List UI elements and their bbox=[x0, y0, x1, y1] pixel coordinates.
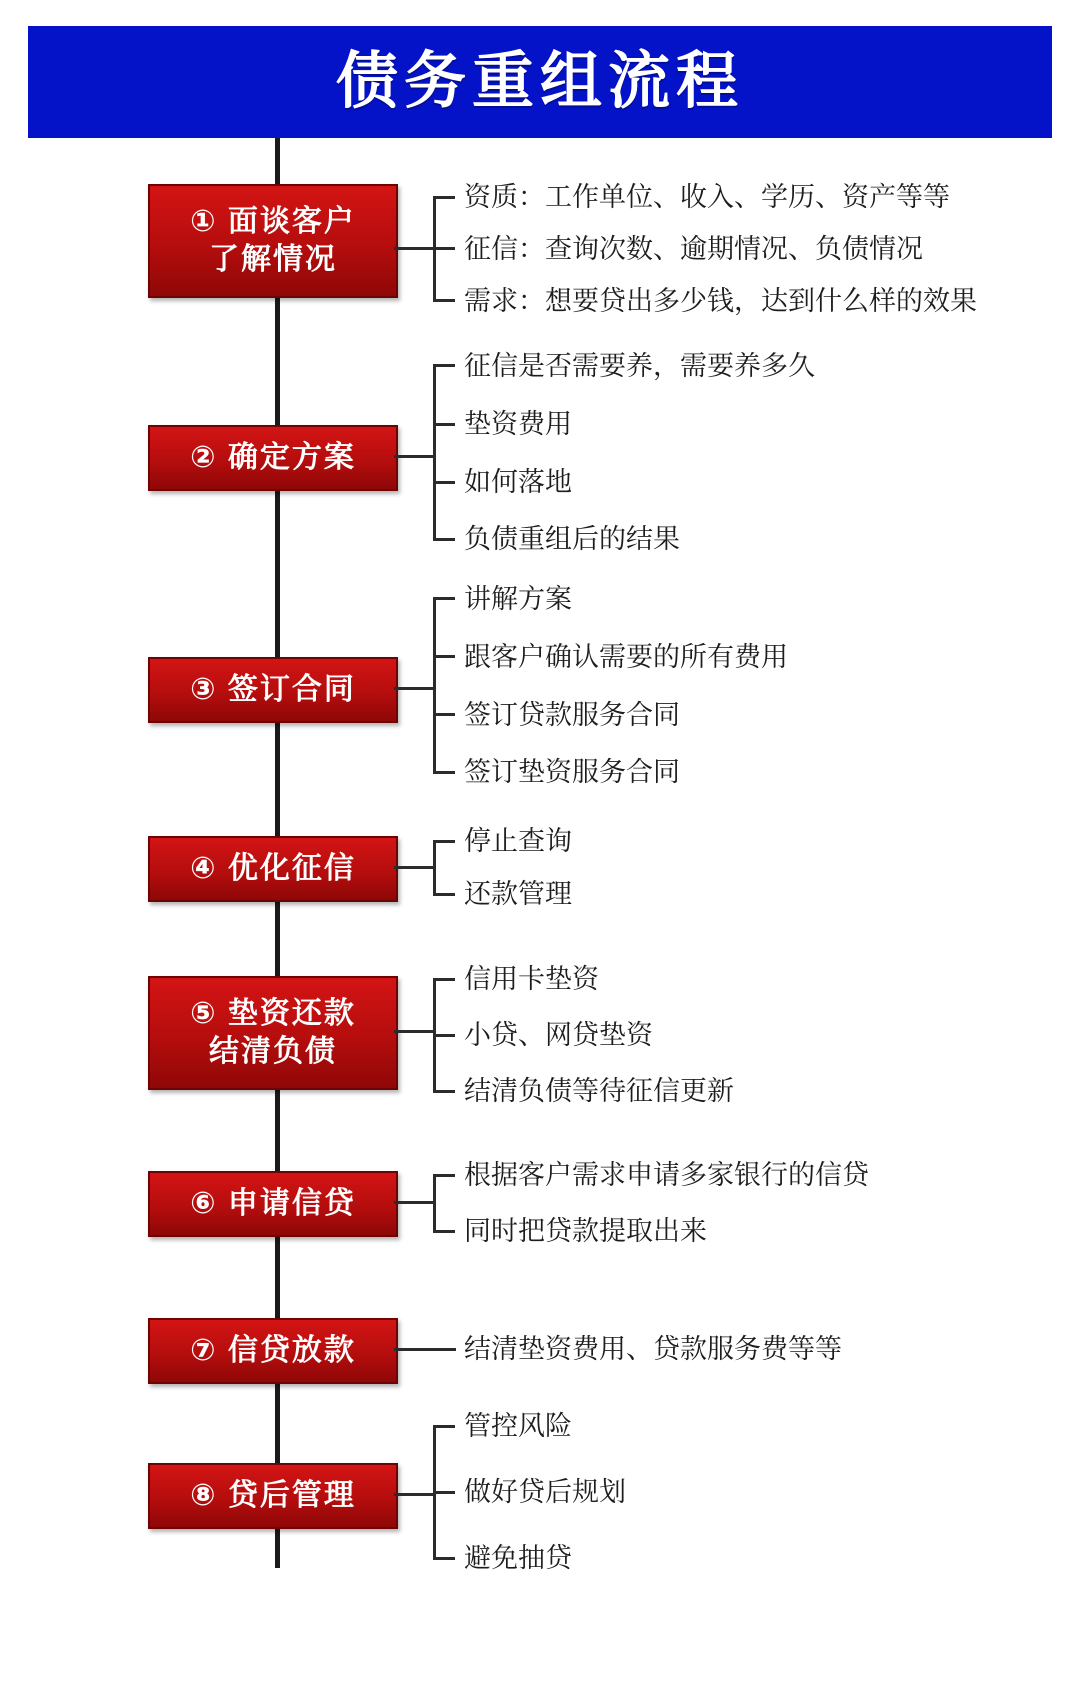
step-3-line1: ③ 签订合同 bbox=[190, 672, 356, 706]
detail-7-1: 结清垫资费用、贷款服务费等等 bbox=[464, 1334, 842, 1364]
bracket-step-3 bbox=[433, 597, 436, 772]
detail-5-2: 小贷、网贷垫资 bbox=[464, 1020, 653, 1050]
step-2-line1: ② 确定方案 bbox=[190, 440, 356, 474]
step-8-line1: ⑧ 贷后管理 bbox=[190, 1478, 356, 1512]
detail-6-1: 根据客户需求申请多家银行的信贷 bbox=[464, 1160, 869, 1190]
detail-8-2: 做好贷后规划 bbox=[464, 1477, 626, 1507]
bracket-tick-1-3 bbox=[433, 299, 455, 302]
detail-8-3: 避免抽贷 bbox=[464, 1543, 572, 1573]
bracket-tick-8-3 bbox=[433, 1557, 455, 1560]
detail-2-4: 负债重组后的结果 bbox=[464, 524, 680, 554]
bracket-tick-2-2 bbox=[433, 423, 455, 426]
bracket-tick-4-1 bbox=[433, 840, 455, 843]
step-box-6[interactable] bbox=[148, 1171, 398, 1237]
bracket-tick-5-3 bbox=[433, 1090, 455, 1093]
detail-3-2: 跟客户确认需要的所有费用 bbox=[464, 642, 788, 672]
step-box-4[interactable] bbox=[148, 836, 398, 902]
bracket-tick-3-4 bbox=[433, 771, 455, 774]
bracket-step-4 bbox=[433, 840, 436, 893]
detail-1-3: 需求：想要贷出多少钱，达到什么样的效果 bbox=[464, 286, 977, 316]
bracket-tick-3-2 bbox=[433, 655, 455, 658]
connector-step-5 bbox=[394, 1030, 434, 1033]
step-1-line1: ① 面谈客户 bbox=[190, 204, 356, 238]
detail-3-3: 签订贷款服务合同 bbox=[464, 700, 680, 730]
detail-2-2: 垫资费用 bbox=[464, 409, 572, 439]
detail-1-2: 征信：查询次数、逾期情况、负债情况 bbox=[464, 234, 923, 264]
bracket-tick-3-1 bbox=[433, 597, 455, 600]
step-7-line1: ⑦ 信贷放款 bbox=[190, 1333, 356, 1367]
step-5-line1: ⑤ 垫资还款 bbox=[190, 996, 356, 1030]
bracket-tick-4-2 bbox=[433, 893, 455, 896]
step-box-8[interactable] bbox=[148, 1463, 398, 1529]
detail-4-1: 停止查询 bbox=[464, 826, 572, 856]
bracket-tick-5-2 bbox=[433, 1034, 455, 1037]
connector-step-7 bbox=[394, 1348, 456, 1351]
detail-3-4: 签订垫资服务合同 bbox=[464, 757, 680, 787]
bracket-tick-2-1 bbox=[433, 364, 455, 367]
bracket-step-2 bbox=[433, 364, 436, 539]
bracket-tick-8-1 bbox=[433, 1425, 455, 1428]
connector-step-2 bbox=[394, 455, 434, 458]
detail-5-1: 信用卡垫资 bbox=[464, 964, 599, 994]
bracket-tick-2-3 bbox=[433, 481, 455, 484]
detail-4-2: 还款管理 bbox=[464, 879, 572, 909]
detail-6-2: 同时把贷款提取出来 bbox=[464, 1216, 707, 1246]
connector-step-1 bbox=[394, 247, 434, 250]
bracket-tick-8-2 bbox=[433, 1491, 455, 1494]
page-title: 债务重组流程 bbox=[335, 47, 744, 116]
connector-step-3 bbox=[394, 687, 434, 690]
bracket-tick-1-1 bbox=[433, 196, 455, 199]
detail-1-1: 资质：工作单位、收入、学历、资产等等 bbox=[464, 182, 950, 212]
step-1-line2: 了解情况 bbox=[209, 243, 337, 276]
bracket-tick-3-3 bbox=[433, 713, 455, 716]
step-box-3[interactable] bbox=[148, 657, 398, 723]
step-box-1[interactable] bbox=[148, 184, 398, 298]
connector-step-6 bbox=[394, 1201, 434, 1204]
detail-2-3: 如何落地 bbox=[464, 467, 572, 497]
step-5-line2: 结清负债 bbox=[209, 1035, 337, 1068]
detail-2-1: 征信是否需要养，需要养多久 bbox=[464, 351, 815, 381]
bracket-tick-2-4 bbox=[433, 538, 455, 541]
page-title-banner bbox=[28, 26, 1052, 138]
detail-8-1: 管控风险 bbox=[464, 1411, 572, 1441]
step-6-line1: ⑥ 申请信贷 bbox=[190, 1186, 356, 1220]
connector-step-8 bbox=[394, 1493, 434, 1496]
step-4-line1: ④ 优化征信 bbox=[190, 851, 356, 885]
bracket-tick-6-1 bbox=[433, 1174, 455, 1177]
bracket-tick-5-1 bbox=[433, 978, 455, 981]
bracket-step-6 bbox=[433, 1174, 436, 1230]
detail-5-3: 结清负债等待征信更新 bbox=[464, 1076, 734, 1106]
bracket-tick-1-2 bbox=[433, 247, 455, 250]
bracket-tick-6-2 bbox=[433, 1230, 455, 1233]
step-box-7[interactable] bbox=[148, 1318, 398, 1384]
step-box-5[interactable] bbox=[148, 976, 398, 1090]
connector-step-4 bbox=[394, 866, 434, 869]
step-box-2[interactable] bbox=[148, 425, 398, 491]
detail-3-1: 讲解方案 bbox=[464, 584, 572, 614]
